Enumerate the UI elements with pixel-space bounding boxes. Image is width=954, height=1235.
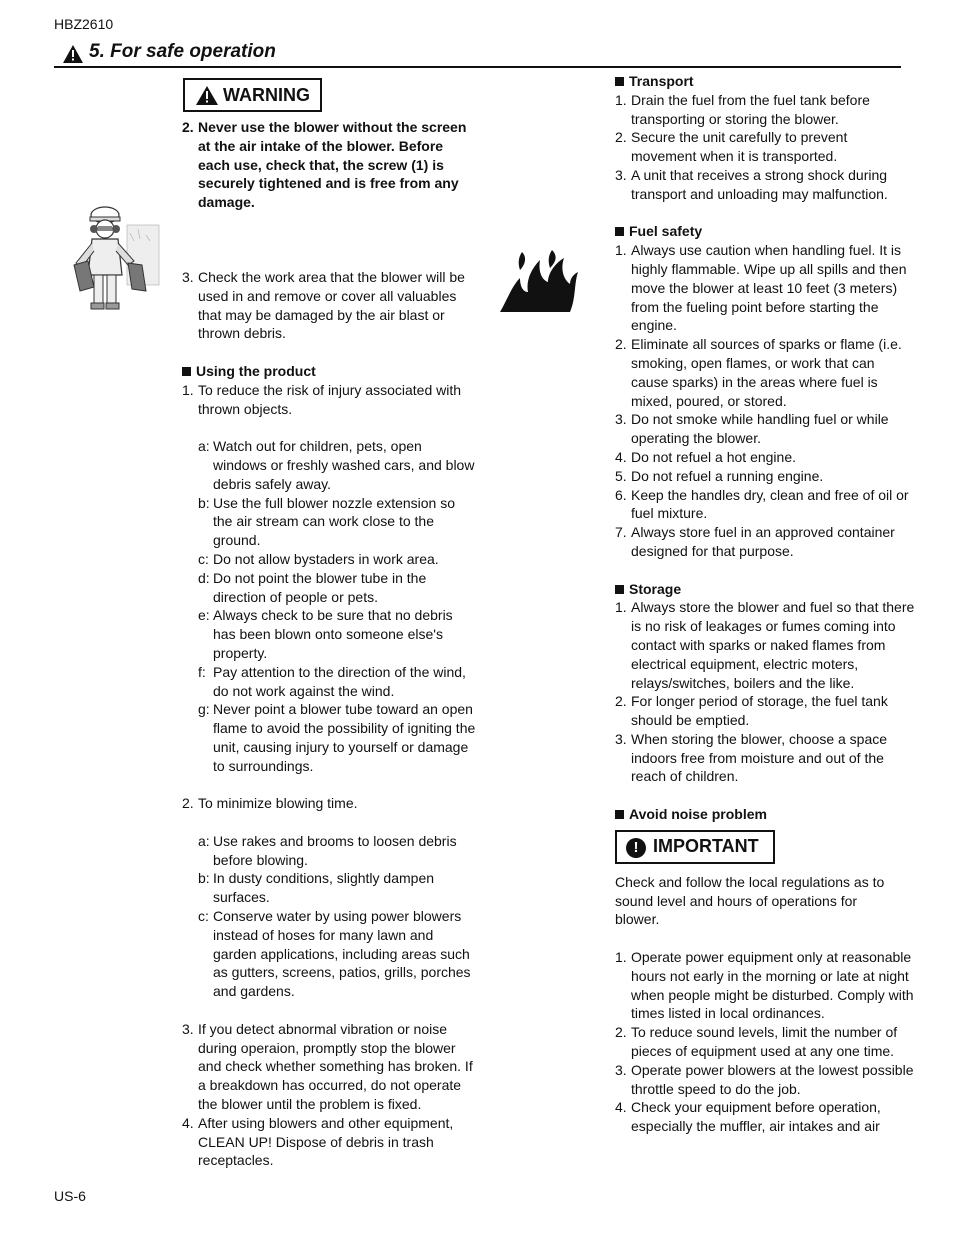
list-item: [615, 692, 915, 730]
list-item: [182, 794, 477, 813]
list-item: [615, 1061, 915, 1099]
list-item: [615, 598, 915, 692]
item-number: 2.: [615, 1024, 627, 1041]
list-item: [182, 1114, 477, 1170]
subsection-heading: [182, 362, 477, 381]
item-number: 3.: [615, 1061, 627, 1078]
item-text: Do not smoke while handling fuel or while operating the blower.: [631, 411, 889, 447]
flame-icon: [498, 248, 580, 319]
item-number: 2.: [182, 119, 194, 135]
heading-text: Transport: [629, 73, 694, 89]
item-number: 2.: [615, 693, 627, 710]
sub-item: [182, 869, 477, 907]
list-item: [182, 118, 477, 212]
heading-text: Storage: [629, 580, 682, 597]
item-number: 2.: [182, 795, 194, 812]
sub-text: Pay attention to the direction of the wind, do not work against the wind.: [213, 663, 466, 699]
sub-text: Use rakes and brooms to loosen debris before blowing.: [213, 832, 457, 868]
item-number: 3.: [615, 166, 627, 183]
sub-text: Do not point the blower tube in the direction of people or pets.: [213, 569, 427, 605]
sub-item: [182, 832, 477, 870]
subsection-heading: [615, 805, 915, 824]
list-item: [615, 1098, 915, 1136]
bullet-square-icon: [615, 585, 624, 594]
item-text: Operate power blowers at the lowest possible throttle speed to do the job.: [631, 1061, 914, 1097]
sub-item: [182, 663, 477, 701]
item-text: To reduce the risk of injury associated with thrown objects.: [198, 381, 462, 417]
sub-letter: e:: [198, 607, 210, 624]
bullet-square-icon: [615, 810, 624, 819]
sub-item: [182, 907, 477, 1001]
item-number: 1.: [615, 91, 627, 108]
item-text: Operate power equipment only at reasonable hours not early in the morning or late at night when people might be disturbed. Comply with times listed in local ordinances.: [631, 949, 914, 1022]
item-number: 4.: [615, 1099, 627, 1116]
sub-letter: c:: [198, 550, 209, 567]
list-item: [615, 166, 915, 204]
exclamation-icon: !: [626, 838, 646, 858]
bullet-square-icon: [615, 77, 624, 86]
sub-text: Conserve water by using power blowers instead of hoses for many lawn and garden applications, including areas such as gutters, screens, patios, grills, porches and gardens.: [213, 908, 471, 1000]
list-item: [615, 486, 915, 524]
item-text: To reduce sound levels, limit the number of pieces of equipment used at any one time.: [631, 1024, 898, 1060]
subsection-heading: [615, 72, 915, 91]
item-text: For longer period of storage, the fuel tank should be emptied.: [631, 693, 888, 729]
section-header: [54, 40, 901, 68]
item-number: 3.: [182, 1020, 194, 1037]
important-label: IMPORTANT: [653, 835, 759, 856]
item-text: Drain the fuel from the fuel tank before transporting or storing the blower.: [631, 91, 870, 127]
sub-letter: d:: [198, 569, 210, 586]
list-item: [615, 948, 915, 1023]
item-number: 4.: [182, 1114, 194, 1131]
item-number: 3.: [182, 268, 194, 285]
sub-item: [182, 700, 477, 775]
item-number: 1.: [615, 599, 627, 616]
sub-item: [182, 606, 477, 662]
item-text: Never use the blower without the screen at the air intake of the blower. Before each use, check that, the screw (1) is securely tightened and is free from any damage.: [198, 119, 467, 211]
item-number: 4.: [615, 448, 627, 465]
left-column: [182, 118, 477, 1170]
item-text: Check your equipment before operation, especially the muffler, air intakes and air: [631, 1099, 881, 1135]
list-item: [615, 410, 915, 448]
sub-text: Never point a blower tube toward an open flame to avoid the possibility of igniting the unit, causing injury to yourself or damage to surroundings.: [213, 701, 476, 774]
list-item: [615, 91, 915, 129]
sub-text: Always check to be sure that no debris has been blown onto someone else's property.: [213, 607, 453, 661]
heading-text: Using the product: [196, 362, 316, 379]
sub-item: [182, 550, 477, 569]
heading-text: Avoid noise problem: [629, 806, 767, 823]
list-item: [615, 241, 915, 335]
sub-text: Use the full blower nozzle extension so the air stream can work close to the ground.: [213, 494, 456, 549]
model-number: HBZ2610: [54, 16, 114, 32]
item-text: Do not refuel a hot engine.: [631, 448, 797, 465]
item-number: 3.: [615, 411, 627, 428]
subsection-heading: [615, 222, 915, 241]
item-text: If you detect abnormal vibration or noise during operaion, promptly stop the blower and check whether something has broken. If a breakdown has occurred, do not operate the blower until the problem is fixed.: [198, 1020, 473, 1113]
subsection-heading: [615, 580, 915, 599]
sub-text: Do not allow bystaders in work area.: [213, 550, 439, 567]
item-text: Always store fuel in an approved container designed for that purpose.: [631, 524, 895, 559]
sub-letter: a:: [198, 832, 210, 849]
list-item: [615, 128, 915, 166]
item-number: 5.: [615, 467, 627, 484]
worker-with-protective-gear-illustration: [72, 205, 162, 320]
item-number: 1.: [182, 381, 194, 398]
item-text: Do not refuel a running engine.: [631, 467, 824, 484]
list-item: [615, 1023, 915, 1061]
sub-letter: b:: [198, 494, 210, 511]
sub-letter: g:: [198, 701, 210, 718]
bullet-square-icon: [182, 367, 191, 376]
item-text: Check the work area that the blower will be used in and remove or cover all valuables that may be damaged by the air blast or thrown debris.: [198, 268, 465, 342]
list-item: [615, 448, 915, 467]
heading-text: Fuel safety: [629, 223, 703, 240]
page-number: US-6: [54, 1188, 86, 1204]
item-number: 1.: [615, 242, 627, 259]
sub-letter: a:: [198, 438, 210, 455]
sub-item: [182, 569, 477, 607]
list-item: [615, 523, 915, 561]
right-column: [615, 72, 915, 1136]
sub-letter: f:: [198, 663, 206, 680]
item-text: Eliminate all sources of sparks or flame (i.e. smoking, open flames, or work that can cause sparks) in the areas where fuel is mixed, poured, or stored.: [631, 336, 902, 409]
item-number: 2.: [615, 129, 627, 146]
important-note: Check and follow the local regulations as to sound level and hours of operations for blower.: [615, 873, 885, 928]
warning-label: WARNING: [223, 85, 310, 105]
list-item: [182, 381, 477, 419]
item-number: 6.: [615, 486, 627, 503]
list-item: [615, 467, 915, 486]
sub-letter: b:: [198, 870, 210, 887]
item-number: 3.: [615, 730, 627, 747]
sub-letter: c:: [198, 908, 209, 925]
bullet-square-icon: [615, 227, 624, 236]
warning-triangle-icon: [196, 86, 218, 110]
important-label-box: [615, 830, 775, 864]
item-text: Always store the blower and fuel so that there is no risk of leakages or fumes coming into contact with sparks or naked flames from electrical equipment, electric moters, relays/switches, boilers and the like.: [631, 599, 915, 691]
item-text: A unit that receives a strong shock during transport and unloading may malfunction.: [631, 166, 888, 202]
item-number: 2.: [615, 336, 627, 353]
warning-label-box: [183, 78, 322, 112]
sub-item: [182, 437, 477, 493]
sub-item: [182, 494, 477, 550]
list-item: [182, 268, 477, 343]
item-text: Keep the handles dry, clean and free of oil or fuel mixture.: [631, 486, 909, 522]
item-text: Secure the unit carefully to prevent movement when it is transported.: [631, 129, 848, 165]
list-item: [615, 335, 915, 410]
item-text: After using blowers and other equipment, CLEAN UP! Dispose of debris in trash receptacles.: [198, 1114, 454, 1169]
item-text: To minimize blowing time.: [198, 795, 358, 812]
item-text: When storing the blower, choose a space indoors free from moisture and out of the reach of children.: [631, 730, 888, 785]
item-number: 1.: [615, 949, 627, 966]
sub-text: Watch out for children, pets, open windows or freshly washed cars, and blow debris safely away.: [213, 438, 475, 492]
sub-text: In dusty conditions, slightly dampen surfaces.: [213, 870, 435, 906]
item-text: Always use caution when handling fuel. It is highly flammable. Wipe up all spills and then move the blower at least 10 feet (3 meters) from the fueling point before starting the engine.: [631, 242, 907, 334]
section-title: 5. For safe operation: [89, 41, 276, 62]
item-number: 7.: [615, 524, 627, 541]
list-item: [182, 1020, 477, 1114]
warning-triangle-icon: [63, 45, 83, 68]
list-item: [615, 730, 915, 786]
